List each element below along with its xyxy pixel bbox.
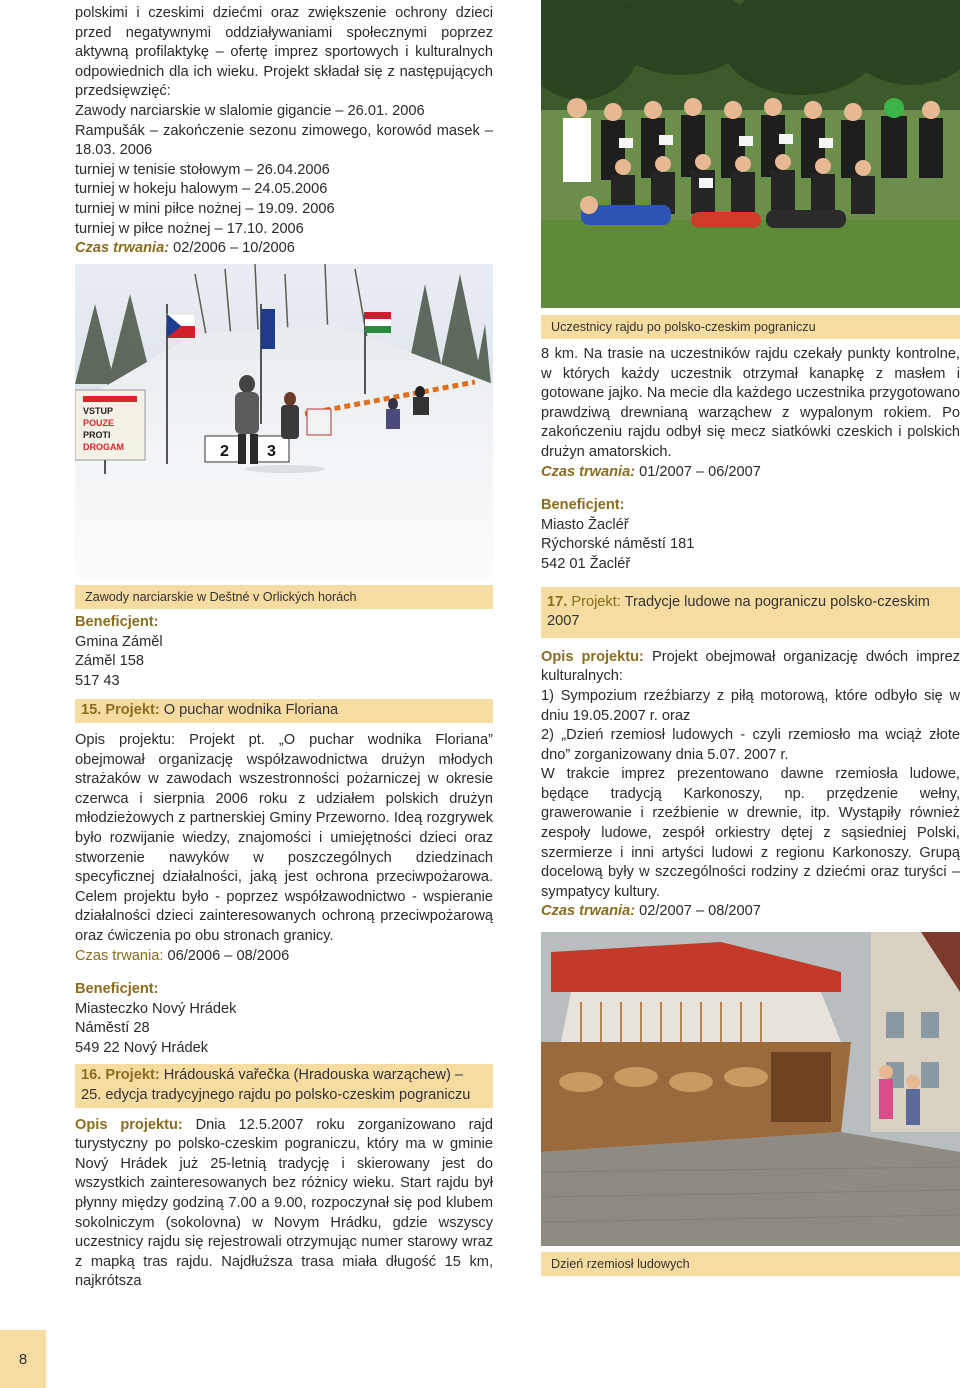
duration-value: 06/2006 – 08/2006 — [167, 947, 290, 964]
project-title: Tradycje ludowe na pograniczu polsko-czeskim 2007 — [547, 593, 930, 630]
project-16-description — [75, 1116, 493, 1292]
market-illustration — [541, 932, 960, 1246]
project-17-header — [541, 587, 960, 638]
project-17-intro — [541, 648, 960, 687]
beneficjent-label: Beneficjent: — [541, 497, 625, 514]
sign-text: DROGAM — [83, 442, 124, 452]
beneficjent-line: Gmina Záměl — [75, 633, 163, 650]
page-number: 8 — [0, 1330, 46, 1388]
project-label: Projekt: — [571, 593, 621, 610]
opis-text: Projekt pt. „O puchar wodnika Floriana” obejmował organizację współzawodnictwa drużyn młodych strażaków w zawodach wszestronności pożarniczej w okresie czerwca i sierpnia 2006 roku z udziałem polskich drużyn młodzieżowych z partnerskiej Gminy Przeworno. Ideą rozgrywek było rozwijanie wiedzy, znajomości i umiejętności dzieci oraz stworzenie nawyków w poszczególnych dziedzinach specyficznej działalności, jaką jest ochrona przeciwpożarowa. Celem projektu było - poprzez współzawodnictwo - wspieranie działalności dzieci zainteresowanych ochroną przeciwpożarową oraz ćwiczenia po obu stronach granicy. — [75, 731, 493, 944]
group-photo-illustration — [541, 0, 960, 308]
event-item: turniej w tenisie stołowym – 26.04.2006 — [75, 161, 330, 178]
duration-value: 01/2007 – 06/2007 — [639, 463, 761, 480]
sign-text: POUZE — [83, 418, 115, 428]
project-number: 17. — [547, 593, 568, 610]
project-17-item: 2) „Dzień rzemiosł ludowych - czyli rzemiosło ma wciąż złote dno” zorganizowany dnia 5.07. 2007 r. — [541, 727, 960, 763]
duration-line — [541, 463, 960, 483]
project-15-description — [75, 731, 493, 947]
beneficjent-label: Beneficjent: — [75, 614, 159, 630]
opis-label: Opis projektu: — [541, 648, 644, 665]
beneficjent-line: Miasteczko Nový Hrádek — [75, 1000, 237, 1017]
opis-label: Opis projektu: — [75, 1116, 183, 1133]
duration-label: Czas trwania: — [541, 903, 636, 920]
event-item: turniej w hokeju halowym – 24.05.2006 — [75, 181, 328, 198]
opis-text: Dnia 12.5.2007 roku zorganizowano rajd turystyczny po polsko-czeskim pograniczu, który ma w gminie Nový Hrádek już 25-letnią tradycję i skierowany jest do wszystkich zainteresowanych bez różnicy wieku. Start rajdu był płynny między godziną 7.00 a 9.00, rozpoczynał się pod klubem sokolniczym (sokolovna) w Novym Hrádku, gdzie wszyscy uczestnicy rajdu się rejestrowali otrzymując numer starowy wraz z mapką tras rajdu. Najdłuższa trasa miała długość 15 km, najkrótsza — [75, 1116, 493, 1290]
sign-text: PROTI — [83, 430, 111, 440]
project-number: 16. — [81, 1067, 102, 1084]
right-top-text — [541, 345, 960, 922]
beneficjent-line: Náměstí 28 — [75, 1020, 150, 1037]
left-top-text — [75, 4, 493, 259]
event-item: Rampušák – zakończenie sezonu zimowego, korowód masek – 18.03. 2006 — [75, 122, 493, 159]
project-title: O puchar wodnika Floriana — [163, 702, 339, 719]
beneficjent-label: Beneficjent: — [75, 981, 159, 998]
rajd-continuation: 8 km. Na trasie na uczestników rajdu czekały punkty kontrolne, w których każdy uczestnik otrzymał kanapkę z masłem i gotowane jajko. Na mecie dla każdego uczestnika przygotowano prawdziwą drewnianą warząchew z wypalonym rokiem. Po zakończeniu rajdu odbył się mecz siatkówki czeskich i polskich drużyn amatorskich. — [541, 346, 960, 460]
ski-photo-caption: Zawody narciarskie w Deštné v Orlických horách — [75, 585, 493, 609]
ski-race-photo — [75, 264, 493, 578]
duration-line — [75, 947, 493, 967]
sign-text: VSTUP — [83, 406, 114, 416]
group-photo — [541, 0, 960, 308]
beneficjent-line: 542 01 Žacléř — [541, 555, 631, 572]
group-photo-caption: Uczestnicy rajdu po polsko-czeskim pograniczu — [541, 315, 960, 339]
duration-line — [541, 902, 960, 922]
market-photo-caption: Dzień rzemiosł ludowych — [541, 1252, 960, 1276]
beneficjent-line: 549 22 Nový Hrádek — [75, 1039, 209, 1056]
project-15-header — [75, 699, 493, 723]
duration-label: Czas trwania: — [75, 947, 164, 964]
beneficjent-line: 517 43 — [75, 672, 120, 689]
beneficjent-line: Miasto Žacléř — [541, 516, 629, 533]
project-label: Projekt: — [105, 702, 160, 719]
project-label: Projekt: — [105, 1067, 160, 1084]
project-title: Hrádouská vařečka (Hradouska warząchew) – 25. edycja tradycyjnego rajdu po polsko-czeskim pograniczu — [81, 1067, 471, 1104]
duration-value: 02/2006 – 10/2006 — [173, 240, 295, 257]
beneficjent-line: Záměl 158 — [75, 653, 144, 670]
project-16-header — [75, 1064, 493, 1107]
market-photo — [541, 932, 960, 1246]
event-item: turniej w mini piłce nożnej – 19.09. 2006 — [75, 200, 335, 217]
gate-number: 3 — [267, 443, 276, 460]
opis-label: Opis projektu: — [75, 731, 176, 748]
project-17-item: 1) Sympozium rzeźbiarzy z piłą motorową, które odbyło się w dniu 19.05.2007 r. oraz — [541, 687, 960, 724]
duration-label: Czas trwania: — [75, 240, 170, 257]
beneficjent-line: Rýchorské náměstí 181 — [541, 536, 695, 553]
intro-paragraph: polskimi i czeskimi dziećmi oraz zwiększenie ochrony dzieci przed negatywnymi oddziaływaniami społecznymi poprzez aktywną profilaktykę – ofertę imprez sportowych i kulturalnych odpowiednich dla ich wieku. Projekt składał się z następujących przedsięwzięć: — [75, 5, 493, 100]
duration-value: 02/2007 – 08/2007 — [639, 903, 761, 920]
duration-label: Czas trwania: — [541, 463, 636, 480]
project-number: 15. — [81, 702, 102, 719]
left-bottom-text — [75, 613, 493, 1292]
project-17-body: W trakcie imprez prezentowano dawne rzemiosła ludowe, będące tradycją Karkonoszy, np. przędzenie wełny, grawerowanie i rzeźbienie w drewnie, itp. Wystąpiły również zespoły ludowe, zespół orkiestry dętej z sąsiedniej Polski, szermierze i inni artyści ludowi z regionu Karkonoszy. Grupą docelową były w szczególności rodziny z dziećmi oraz turyści – sympatycy kultury. — [541, 766, 960, 900]
gate-number: 2 — [220, 443, 229, 460]
opis-text: Projekt obejmował organizację dwóch imprez kulturalnych: — [541, 648, 960, 685]
event-item: turniej w piłce nożnej – 17.10. 2006 — [75, 220, 304, 237]
ski-race-illustration — [75, 264, 493, 578]
duration-line — [75, 239, 493, 259]
event-item: Zawody narciarskie w slalomie gigancie – 26.01. 2006 — [75, 102, 425, 119]
